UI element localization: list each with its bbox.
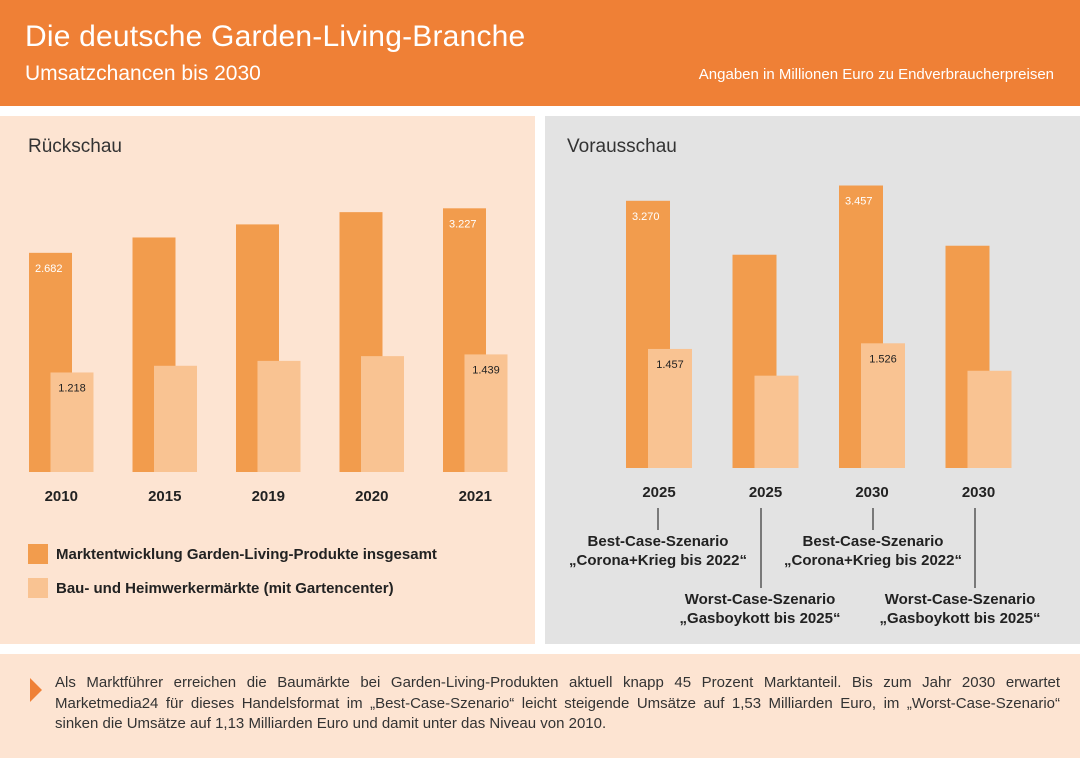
retrospective-title: Rückschau <box>28 136 122 157</box>
legend-item-total <box>28 544 437 564</box>
x-tick-label-3: 2030 <box>961 484 996 501</box>
x-tick-label-3: 2020 <box>355 488 389 505</box>
data-label-diy-2: 1.526 <box>869 353 897 366</box>
page-subtitle: Umsatzchancen bis 2030 <box>25 62 261 85</box>
legend-label-diy: Bau- und Heimwerkermärkte (mit Gartencenter) <box>56 579 394 597</box>
scenario-best-2030-desc: „Corona+Krieg bis 2022“ <box>784 552 962 569</box>
data-label-total-2: 3.457 <box>845 195 873 208</box>
scenario-best-2025 <box>543 532 773 570</box>
scenario-worst-2025 <box>645 590 875 628</box>
bar-diy-2025-1 <box>755 376 799 468</box>
scenario-best-2025-name: Best-Case-Szenario <box>587 533 729 550</box>
legend-swatch-total <box>28 544 48 564</box>
legend-item-diy <box>28 578 394 598</box>
x-tick-label-1: 2015 <box>148 488 182 505</box>
data-label-total-0: 3.270 <box>632 210 660 223</box>
scenario-worst-2025-desc: „Gasboykott bis 2025“ <box>679 610 841 627</box>
footer-text: Als Marktführer erreichen die Baumärkte bei Garden-Living-Produkten aktuell knapp 45 Prozent Marktanteil. Bis zum Jahr 2030 erwartet Marketmedia24 für dieses Handelsformat im „Best-Case-Szenario“ leicht steigende Umsätze auf 1,53 Milliarden Euro, im „Worst-Case-Szenario“ sinken die Umsätze auf 1,13 Milliarden Euro und damit unter das Niveau von 2010. <box>55 674 1060 732</box>
scenario-worst-2030 <box>845 590 1075 628</box>
x-tick-label-2: 2030 <box>855 484 889 501</box>
footer-note <box>0 654 1080 758</box>
scenario-best-2025-desc: „Corona+Krieg bis 2022“ <box>569 552 747 569</box>
data-label-total-4: 3.227 <box>449 218 477 231</box>
data-label-diy-0: 1.457 <box>656 358 684 371</box>
scenario-worst-2030-desc: „Gasboykott bis 2025“ <box>879 610 1041 627</box>
data-label-total-0: 2.682 <box>35 262 63 275</box>
x-tick-label-1: 2025 <box>748 484 783 501</box>
scenario-worst-2025-name: Worst-Case-Szenario <box>684 591 836 608</box>
forecast-panel <box>545 116 1080 644</box>
retrospective-panel <box>0 116 535 644</box>
scenario-best-2030 <box>758 532 988 570</box>
bar-diy-2019-2 <box>258 361 301 472</box>
x-tick-label-0: 2010 <box>44 488 78 505</box>
x-tick-label-0: 2025 <box>642 484 676 501</box>
data-label-diy-4: 1.439 <box>472 364 500 377</box>
page-title: Die deutsche Garden-Living-Branche <box>25 20 526 53</box>
x-tick-label-4: 2021 <box>458 488 492 505</box>
legend-swatch-diy <box>28 578 48 598</box>
bar-diy-2020-3 <box>361 356 404 472</box>
legend-label-total: Marktentwicklung Garden-Living-Produkte insgesamt <box>56 545 437 563</box>
retrospective-chart <box>0 116 535 516</box>
bar-diy-2015-1 <box>154 366 197 472</box>
x-tick-label-2: 2019 <box>251 488 285 505</box>
header <box>0 0 1080 106</box>
arrow-icon <box>30 678 42 702</box>
data-label-diy-0: 1.218 <box>58 382 86 395</box>
unit-note: Angaben in Millionen Euro zu Endverbraucherpreisen <box>698 66 1054 83</box>
scenario-worst-2030-name: Worst-Case-Szenario <box>884 591 1036 608</box>
forecast-title: Vorausschau <box>567 136 677 157</box>
bar-diy-2030-3 <box>968 371 1012 468</box>
scenario-best-2030-name: Best-Case-Szenario <box>802 533 944 550</box>
